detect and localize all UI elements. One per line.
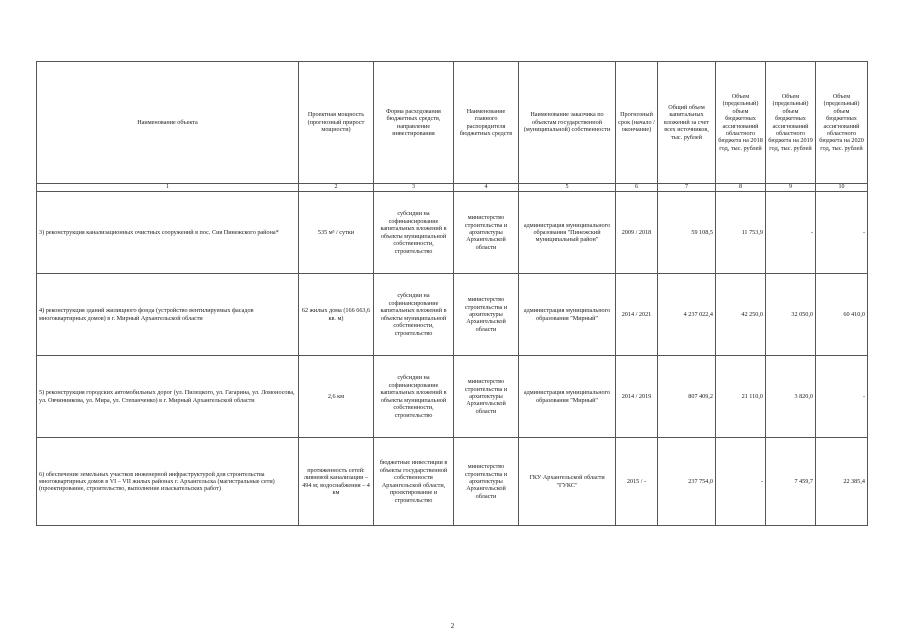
object-name: 3) реконструкция канализационных очистных сооружений в пос. Сия Пинежского района*: [37, 192, 299, 274]
header-cell: Общий объем капитальных вложений за счет всех источников, тыс. рублей: [658, 62, 716, 184]
table-row: [37, 438, 868, 526]
customer-cell: администрация муниципального образования "Мирный": [519, 274, 616, 356]
page-number: 2: [450, 622, 455, 630]
header-cell: Прогнозный срок (начало / окончание): [616, 62, 658, 184]
year-2018-cell: -: [716, 438, 766, 526]
term-cell: 2009 / 2018: [616, 192, 658, 274]
capacity-cell: 62 жилых дома (166 663,6 кв. м): [299, 274, 374, 356]
year-2019-cell: 32 050,0: [766, 274, 816, 356]
column-number: 6: [616, 184, 658, 192]
header-cell: Проектная мощность (прогнозный прирост мощности): [299, 62, 374, 184]
column-number: 4: [454, 184, 519, 192]
capacity-cell: протяженность сетей: ливневой канализации – 494 м; водоснабжения – 4 км: [299, 438, 374, 526]
capacity-cell: 535 м³ / сутки: [299, 192, 374, 274]
table-row: [37, 274, 868, 356]
year-2019-cell: 7 459,7: [766, 438, 816, 526]
header-cell: Наименование главного распорядителя бюджетных средств: [454, 62, 519, 184]
term-cell: 2014 / 2021: [616, 274, 658, 356]
header-cell: Наименование объекта: [37, 62, 299, 184]
header-cell: Объем (предельный) объем бюджетных ассигнований областного бюджета на 2019 год, тыс. рублей: [766, 62, 816, 184]
column-number: 2: [299, 184, 374, 192]
year-2018-cell: 42 250,0: [716, 274, 766, 356]
column-number: 1: [37, 184, 299, 192]
year-2018-cell: 11 753,9: [716, 192, 766, 274]
table-row: [37, 356, 868, 438]
column-number: 3: [374, 184, 454, 192]
customer-cell: ГКУ Архангельской области "ГУКС": [519, 438, 616, 526]
manager-cell: министерство строительства и архитектуры Архангельской области: [454, 274, 519, 356]
year-2018-cell: 21 110,0: [716, 356, 766, 438]
form-cell: бюджетные инвестиции в объекты государственной собственности Архангельской области, проектирование и строительство: [374, 438, 454, 526]
column-number: 9: [766, 184, 816, 192]
year-2020-cell: 60 410,0: [816, 274, 868, 356]
total-cell: 237 754,0: [658, 438, 716, 526]
total-cell: 807 409,2: [658, 356, 716, 438]
manager-cell: министерство строительства и архитектуры Архангельской области: [454, 192, 519, 274]
term-cell: 2015 / -: [616, 438, 658, 526]
manager-cell: министерство строительства и архитектуры Архангельской области: [454, 438, 519, 526]
customer-cell: администрация муниципального образования "Мирный": [519, 356, 616, 438]
column-number: 10: [816, 184, 868, 192]
term-cell: 2014 / 2019: [616, 356, 658, 438]
year-2020-cell: 22 385,4: [816, 438, 868, 526]
investment-table: [36, 61, 868, 526]
column-number: 7: [658, 184, 716, 192]
year-2019-cell: 3 820,0: [766, 356, 816, 438]
capacity-cell: 2,6 км: [299, 356, 374, 438]
header-row: [37, 62, 868, 184]
customer-cell: администрация муниципального образования "Пинежский муниципальный район": [519, 192, 616, 274]
object-name: 4) реконструкция зданий жилищного фонда (устройство вентилируемых фасадов многоквартирных домов) в г. Мирный Архангельской области: [37, 274, 299, 356]
header-cell: Объем (предельный) объем бюджетных ассигнований областного бюджета на 2020 год, тыс. рублей: [816, 62, 868, 184]
total-cell: 59 108,5: [658, 192, 716, 274]
form-cell: субсидии на софинансирование капитальных вложений в объекты муниципальной собственности, строительство: [374, 356, 454, 438]
year-2020-cell: -: [816, 356, 868, 438]
year-2019-cell: -: [766, 192, 816, 274]
column-number: 5: [519, 184, 616, 192]
table-row: [37, 192, 868, 274]
column-number-row: [37, 184, 868, 192]
header-cell: Наименование заказчика по объектам государственной (муниципальной) собственности: [519, 62, 616, 184]
manager-cell: министерство строительства и архитектуры Архангельской области: [454, 356, 519, 438]
form-cell: субсидии на софинансирование капитальных вложений в объекты муниципальной собственности, строительство: [374, 192, 454, 274]
form-cell: субсидии на софинансирование капитальных вложений в объекты муниципальной собственности, строительство: [374, 274, 454, 356]
column-number: 8: [716, 184, 766, 192]
header-cell: Форма расходования бюджетных средств, направление инвестирования: [374, 62, 454, 184]
total-cell: 4 237 022,4: [658, 274, 716, 356]
object-name: 6) обеспечение земельных участков инженерной инфраструктурой для строительства многоквартирных домов в VI – VII жилых районах г. Архангельска (магистральные сети) (проектирование, строительство, выполнение изыскательских работ): [37, 438, 299, 526]
year-2020-cell: -: [816, 192, 868, 274]
header-cell: Объем (предельный) объем бюджетных ассигнований областного бюджета на 2018 год, тыс. рублей: [716, 62, 766, 184]
object-name: 5) реконструкция городских автомобильных дорог (ул. Пилецкого, ул. Гагарина, ул. Ломоносова, ул. Овчинникова, ул. Мира, ул. Степанченко) в г. Мирный Архангельской области: [37, 356, 299, 438]
